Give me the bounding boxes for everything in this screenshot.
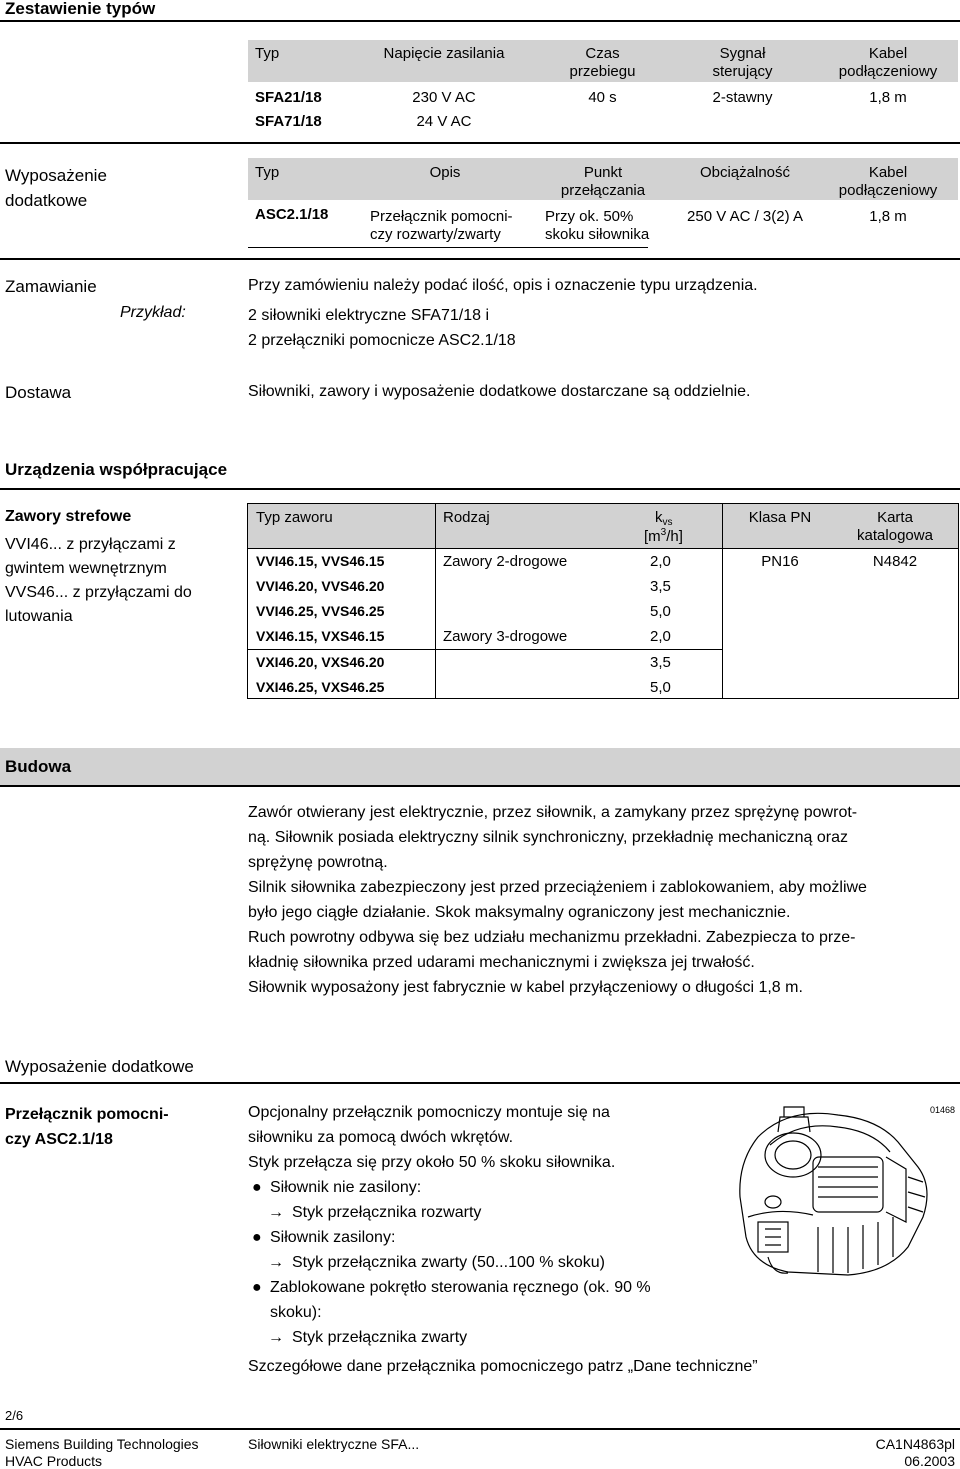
valve-row-type: VVI46.15, VVS46.15 [256, 553, 385, 569]
section-title-accessories: Wyposażenie dodatkowe [5, 1057, 194, 1076]
aux-title-1: Przełącznik pomocni- [5, 1106, 169, 1123]
valves-header-sheet-2: katalogowa [857, 527, 933, 544]
valves-desc-4: lutowania [5, 608, 73, 625]
ordering-example-2: 2 przełączniki pomocnicze ASC2.1/18 [248, 332, 516, 349]
valves-col-rule [722, 504, 723, 698]
actuator-illustration-icon [718, 1097, 958, 1287]
footer-doc-code: CA1N4863pl [875, 1436, 955, 1452]
types-header-time: Czas przebiegu [569, 45, 636, 80]
divider [0, 488, 960, 490]
valves-pn-value: PN16 [761, 553, 799, 570]
valves-header-pn: Klasa PN [748, 509, 812, 526]
ordering-example-label: Przykład: [120, 304, 186, 321]
acc-table-rule [248, 247, 648, 248]
actuator-figure [718, 1097, 958, 1287]
arrow-right-icon: → [268, 1329, 284, 1346]
section-title-design: Budowa [5, 757, 72, 776]
divider [0, 1428, 960, 1430]
valves-header-type: Typ zaworu [256, 509, 333, 526]
section-title-cooperating: Urządzenia współpracujące [5, 460, 228, 479]
valve-row-kind: Zawory 2-drogowe [443, 553, 568, 570]
valves-title: Zawory strefowe [5, 508, 132, 525]
design-line: Siłownik wyposażony jest fabrycznie w kabel przyłączeniowy o długości 1,8 m. [248, 979, 803, 996]
valve-row-kvs: 5,0 [650, 603, 671, 620]
valves-sheet-value: N4842 [872, 553, 918, 570]
acc-row-type: ASC2.1/18 [255, 206, 329, 223]
valve-row-type: VVI46.25, VVS46.25 [256, 603, 385, 619]
valves-header-kvs: $k_{vs}$ [655, 509, 673, 528]
footer-page: 2/6 [5, 1408, 24, 1423]
acc-row-point-1: Przy ok. 50% [545, 208, 634, 225]
aux-intro-1: Opcjonalny przełącznik pomocniczy montuje się na [248, 1104, 610, 1121]
section-title-ordering: Zamawianie [5, 277, 97, 296]
aux-intro-2: siłowniku za pomocą dwóch wkrętów. [248, 1129, 514, 1146]
arrow-right-icon: → [268, 1254, 284, 1271]
design-line: było jego ciągłe działanie. Skok maksymalny ograniczony jest mechanicznie. [248, 904, 791, 921]
valve-row-kind: Zawory 3-drogowe [443, 628, 568, 645]
footer-product: Siłowniki elektryczne SFA... [248, 1436, 420, 1452]
acc-header-load: Obciążalność [699, 164, 791, 181]
aux-bullet-1-sub: Styk przełącznika rozwarty [292, 1204, 482, 1221]
section-title-delivery: Dostawa [5, 383, 72, 402]
valve-row-type: VXI46.20, VXS46.20 [256, 654, 385, 670]
valves-header-rule [248, 548, 958, 549]
acc-header-point: Punkt przełączania [560, 164, 646, 199]
design-line: ną. Siłownik posiada elektryczny silnik synchroniczny, przekładnię mechaniczną oraz [248, 829, 848, 846]
design-line: kładnię siłownika przed udarami mechanicznymi i zwiększa jej trwałość. [248, 954, 755, 971]
section-title-accessories-side: Wyposażenie dodatkowe [5, 166, 107, 210]
types-row-voltage: 24 V AC [416, 113, 472, 130]
ordering-example-1: 2 siłowniki elektryczne SFA71/18 i [248, 307, 489, 324]
figure-code: 01468 [930, 1105, 956, 1115]
aux-bullet-3-2: skoku): [270, 1304, 322, 1321]
valves-col-rule [435, 504, 436, 698]
valve-row-kvs: 3,5 [650, 578, 671, 595]
types-shared-time: 40 s [588, 89, 617, 106]
design-line: Silnik siłownika zabezpieczony jest przed przeciążeniem i zablokowaniem, aby możliwe [248, 879, 867, 896]
aux-intro-3: Styk przełącza się przy około 50 % skoku siłownika. [248, 1154, 616, 1171]
divider [0, 258, 960, 260]
valve-row-kvs: 5,0 [650, 679, 671, 696]
valve-row-type: VXI46.25, VXS46.25 [256, 679, 385, 695]
aux-bullet-1: Siłownik nie zasilony: [270, 1179, 422, 1196]
acc-header-cable: Kabel podłączeniowy [838, 164, 938, 199]
types-shared-signal: 2-stawny [712, 89, 773, 106]
valves-desc-1: VVI46... z przyłączami z [5, 536, 176, 553]
acc-row-cable: 1,8 m [869, 208, 907, 225]
divider [0, 785, 960, 787]
design-line: Ruch powrotny odbywa się bez udziału mechanizmu przekładni. Zabezpiecza to prze- [248, 929, 856, 946]
design-line: Zawór otwierany jest elektrycznie, przez siłownik, a zamykany przez sprężynę powrot- [248, 804, 858, 821]
aux-bullet-2: Siłownik zasilony: [270, 1229, 396, 1246]
delivery-text: Siłowniki, zawory i wyposażenie dodatkowe dostarczane są oddzielnie. [248, 383, 751, 400]
design-title-band [0, 748, 960, 786]
footer-company: Siemens Building Technologies [5, 1436, 199, 1452]
aux-footer-note: Szczegółowe dane przełącznika pomocniczego patrz „Dane techniczne” [248, 1358, 758, 1375]
valves-desc-2: gwintem wewnętrznym [5, 560, 167, 577]
valve-row-type: VXI46.15, VXS46.15 [256, 628, 385, 644]
types-header-cable: Kabel podłączeniowy [838, 45, 938, 80]
valve-row-kvs: 2,0 [650, 553, 671, 570]
valves-desc-3: VVS46... z przyłączami do [5, 584, 192, 601]
types-header-voltage: Napięcie zasilania [383, 45, 505, 62]
types-shared-cable: 1,8 m [869, 89, 907, 106]
acc-row-load: 250 V AC / 3(2) A [687, 208, 803, 225]
ordering-text: Przy zamówieniu należy podać ilość, opis i oznaczenie typu urządzenia. [248, 277, 758, 294]
valves-group-rule [248, 649, 722, 650]
divider [0, 142, 960, 144]
aux-bullet-3-sub: Styk przełącznika zwarty [292, 1329, 468, 1346]
valves-header-sheet-1: Karta [877, 509, 913, 526]
acc-row-point-2: skoku siłownika [545, 226, 650, 243]
aux-title-2: czy ASC2.1/18 [5, 1131, 113, 1148]
section-title-types: Zestawienie typów [5, 0, 156, 18]
design-line: sprężynę powrotną. [248, 854, 388, 871]
divider [0, 1082, 960, 1084]
divider [0, 20, 960, 22]
bullet-icon: ● [252, 1229, 262, 1246]
arrow-right-icon: → [268, 1204, 284, 1221]
footer-date: 06.2003 [904, 1453, 955, 1469]
types-row-voltage: 230 V AC [412, 89, 476, 106]
acc-header-desc: Opis [429, 164, 461, 181]
valves-header-kvs-unit: $[m^3/h]$ [644, 527, 683, 545]
types-header-signal: Sygnał sterujący [712, 45, 773, 80]
aux-bullet-3-1: Zablokowane pokrętło sterowania ręcznego (ok. 90 % [270, 1279, 651, 1296]
bullet-icon: ● [252, 1179, 262, 1196]
types-row-type: SFA71/18 [255, 113, 322, 130]
acc-header-type: Typ [255, 164, 280, 181]
types-header-type: Typ [255, 45, 280, 62]
valve-row-type: VVI46.20, VVS46.20 [256, 578, 385, 594]
aux-bullet-2-sub: Styk przełącznika zwarty (50...100 % skoku) [292, 1254, 606, 1271]
bullet-icon: ● [252, 1279, 262, 1296]
valve-row-kvs: 2,0 [650, 628, 671, 645]
acc-row-desc-2: czy rozwarty/zwarty [370, 226, 501, 243]
valve-row-kvs: 3,5 [650, 654, 671, 671]
types-row-type: SFA21/18 [255, 89, 322, 106]
valves-header-kind: Rodzaj [443, 509, 490, 526]
acc-row-desc-1: Przełącznik pomocni- [370, 208, 513, 225]
footer-division: HVAC Products [5, 1453, 102, 1469]
